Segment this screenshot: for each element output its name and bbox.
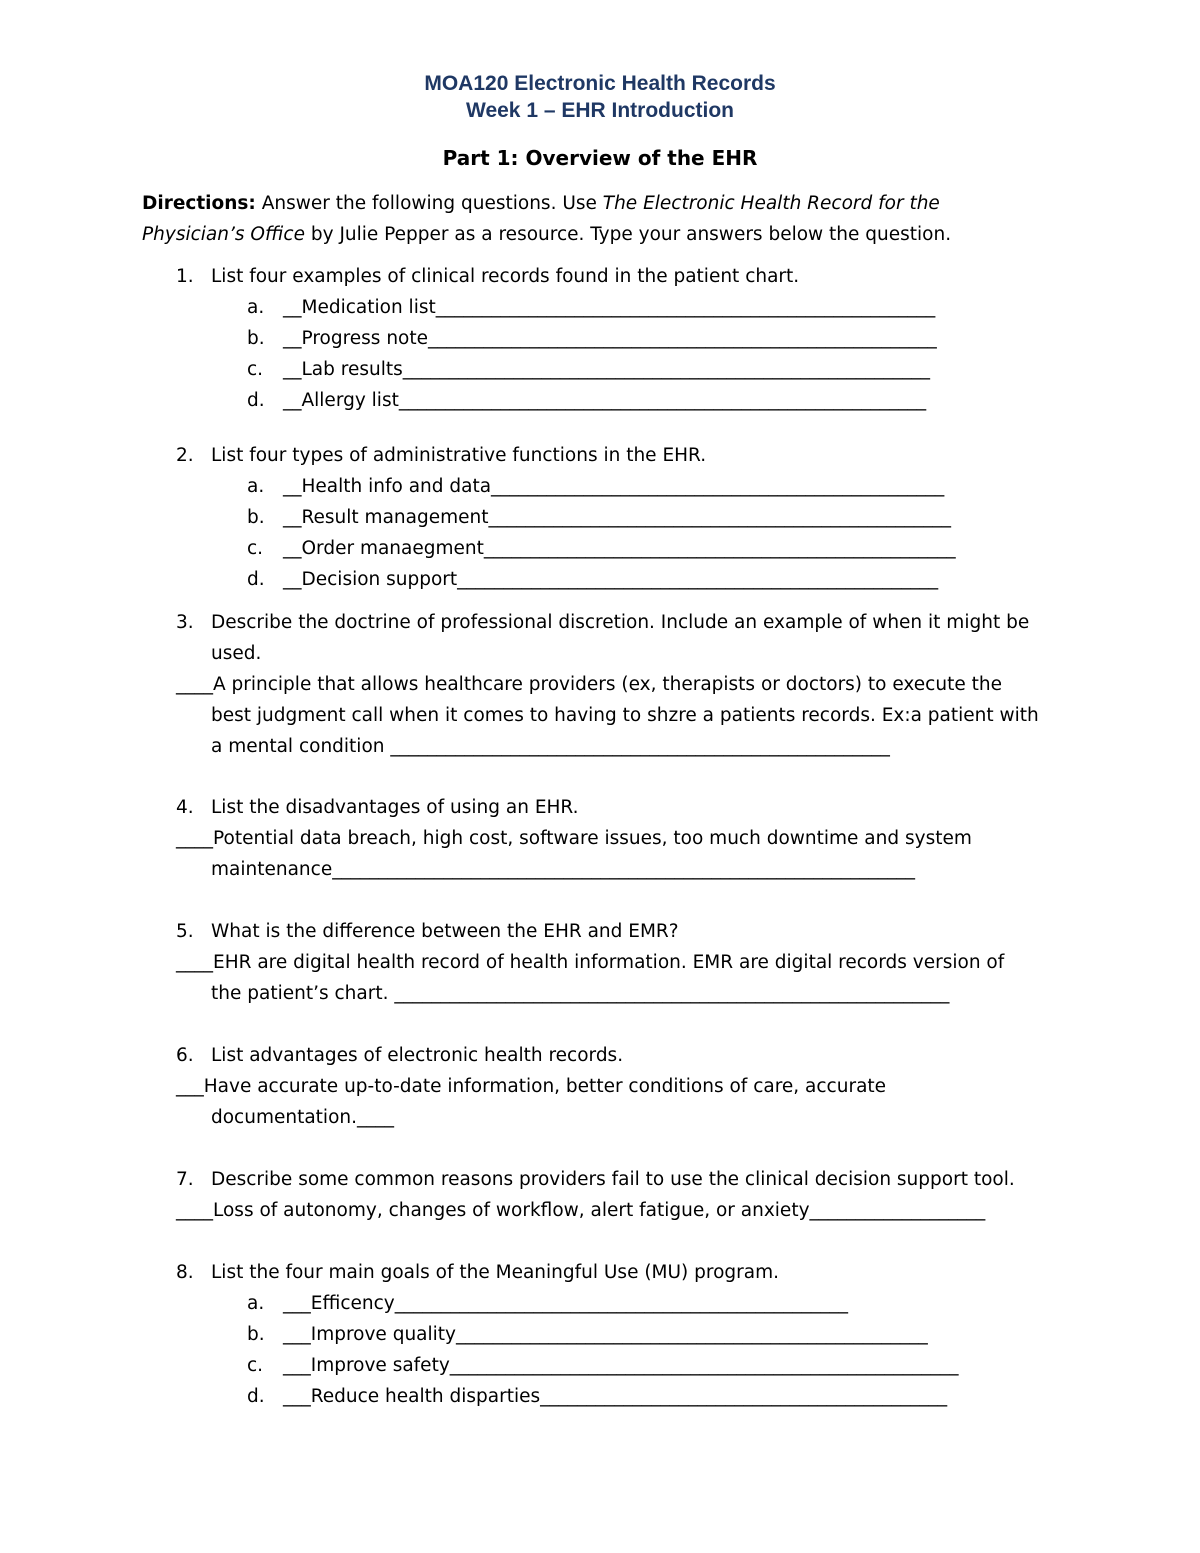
q5-answer-line-2: the patient’s chart. ____________________________________________________________ [211, 983, 950, 1004]
q1-marker-a: a. [247, 297, 265, 318]
q8-question: List the four main goals of the Meaningful Use (MU) program. [211, 1262, 779, 1283]
q6-answer-line-1: ___Have accurate up-to-date information, better conditions of care, accurate [176, 1076, 887, 1097]
q6-number: 6. [176, 1045, 194, 1066]
q3-question-line-2: used. [211, 643, 262, 664]
q8-answer-d: ___Reduce health disparties____________________________________________ [283, 1386, 948, 1407]
directions-label: Directions: [142, 193, 256, 214]
q4-number: 4. [176, 797, 194, 818]
q6-question: List advantages of electronic health records. [211, 1045, 624, 1066]
q7-number: 7. [176, 1169, 194, 1190]
part-title: Part 1: Overview of the EHR [442, 146, 758, 170]
q2-marker-c: c. [247, 538, 264, 559]
q1-answer-d: __Allergy list_________________________________________________________ [283, 390, 927, 411]
directions-line-1 [142, 193, 940, 214]
q4-question: List the disadvantages of using an EHR. [211, 797, 579, 818]
q2-answer-c: __Order manaegment___________________________________________________ [283, 538, 956, 559]
q4-answer-line-1: ____Potential data breach, high cost, software issues, too much downtime and system [176, 828, 972, 849]
q5-number: 5. [176, 921, 194, 942]
q3-question-line-1: Describe the doctrine of professional discretion. Include an example of when it might be [211, 612, 1030, 633]
q5-answer-line-1: ____EHR are digital health record of health information. EMR are digital records version of [176, 952, 1005, 973]
q2-answer-b: __Result management__________________________________________________ [283, 507, 951, 528]
q5-question: What is the difference between the EHR and EMR? [211, 921, 679, 942]
q1-marker-d: d. [247, 390, 265, 411]
book-title-2: Physician’s Office [142, 224, 305, 245]
q8-marker-a: a. [247, 1293, 265, 1314]
q1-number: 1. [176, 266, 194, 287]
week-title: Week 1 – EHR Introduction [466, 99, 734, 122]
q2-marker-a: a. [247, 476, 265, 497]
q4-answer-line-2: maintenance_______________________________________________________________ [211, 859, 915, 880]
q8-answer-a: ___Efficency_________________________________________________ [283, 1293, 848, 1314]
q6-answer-line-2: documentation.____ [211, 1107, 394, 1128]
q8-answer-b: ___Improve quality___________________________________________________ [283, 1324, 928, 1345]
q1-marker-c: c. [247, 359, 264, 380]
q1-answer-a: __Medication list______________________________________________________ [283, 297, 936, 318]
q1-answer-b: __Progress note_______________________________________________________ [283, 328, 937, 349]
q3-number: 3. [176, 612, 194, 633]
q2-question: List four types of administrative functions in the EHR. [211, 445, 707, 466]
q2-answer-d: __Decision support____________________________________________________ [283, 569, 939, 590]
q8-marker-c: c. [247, 1355, 264, 1376]
directions-line-2 [142, 224, 951, 245]
q1-question: List four examples of clinical records found in the patient chart. [211, 266, 800, 287]
directions-text-2: by Julie Pepper as a resource. Type your answers below the question. [305, 224, 952, 245]
q8-marker-d: d. [247, 1386, 265, 1407]
q7-question: Describe some common reasons providers fail to use the clinical decision support tool. [211, 1169, 1015, 1190]
q3-answer-line-1: ____A principle that allows healthcare providers (ex, therapists or doctors) to execute the [176, 674, 1002, 695]
q2-marker-b: b. [247, 507, 265, 528]
q2-marker-d: d. [247, 569, 265, 590]
q2-answer-a: __Health info and data_________________________________________________ [283, 476, 945, 497]
q3-answer-line-2: best judgment call when it comes to having to shzre a patients records. Ex:a patient with [211, 705, 1039, 726]
q8-answer-c: ___Improve safety_______________________________________________________ [283, 1355, 959, 1376]
q1-marker-b: b. [247, 328, 265, 349]
q8-number: 8. [176, 1262, 194, 1283]
directions-text-1: Answer the following questions. Use [255, 193, 603, 214]
q1-answer-c: __Lab results_________________________________________________________ [283, 359, 930, 380]
course-title: MOA120 Electronic Health Records [424, 72, 776, 95]
q8-marker-b: b. [247, 1324, 265, 1345]
book-title-1: The Electronic Health Record for the [602, 193, 940, 214]
q7-answer-line-1: ____Loss of autonomy, changes of workflow, alert fatigue, or anxiety___________________ [176, 1200, 986, 1221]
q3-answer-line-3: a mental condition ______________________________________________________ [211, 736, 890, 757]
q2-number: 2. [176, 445, 194, 466]
